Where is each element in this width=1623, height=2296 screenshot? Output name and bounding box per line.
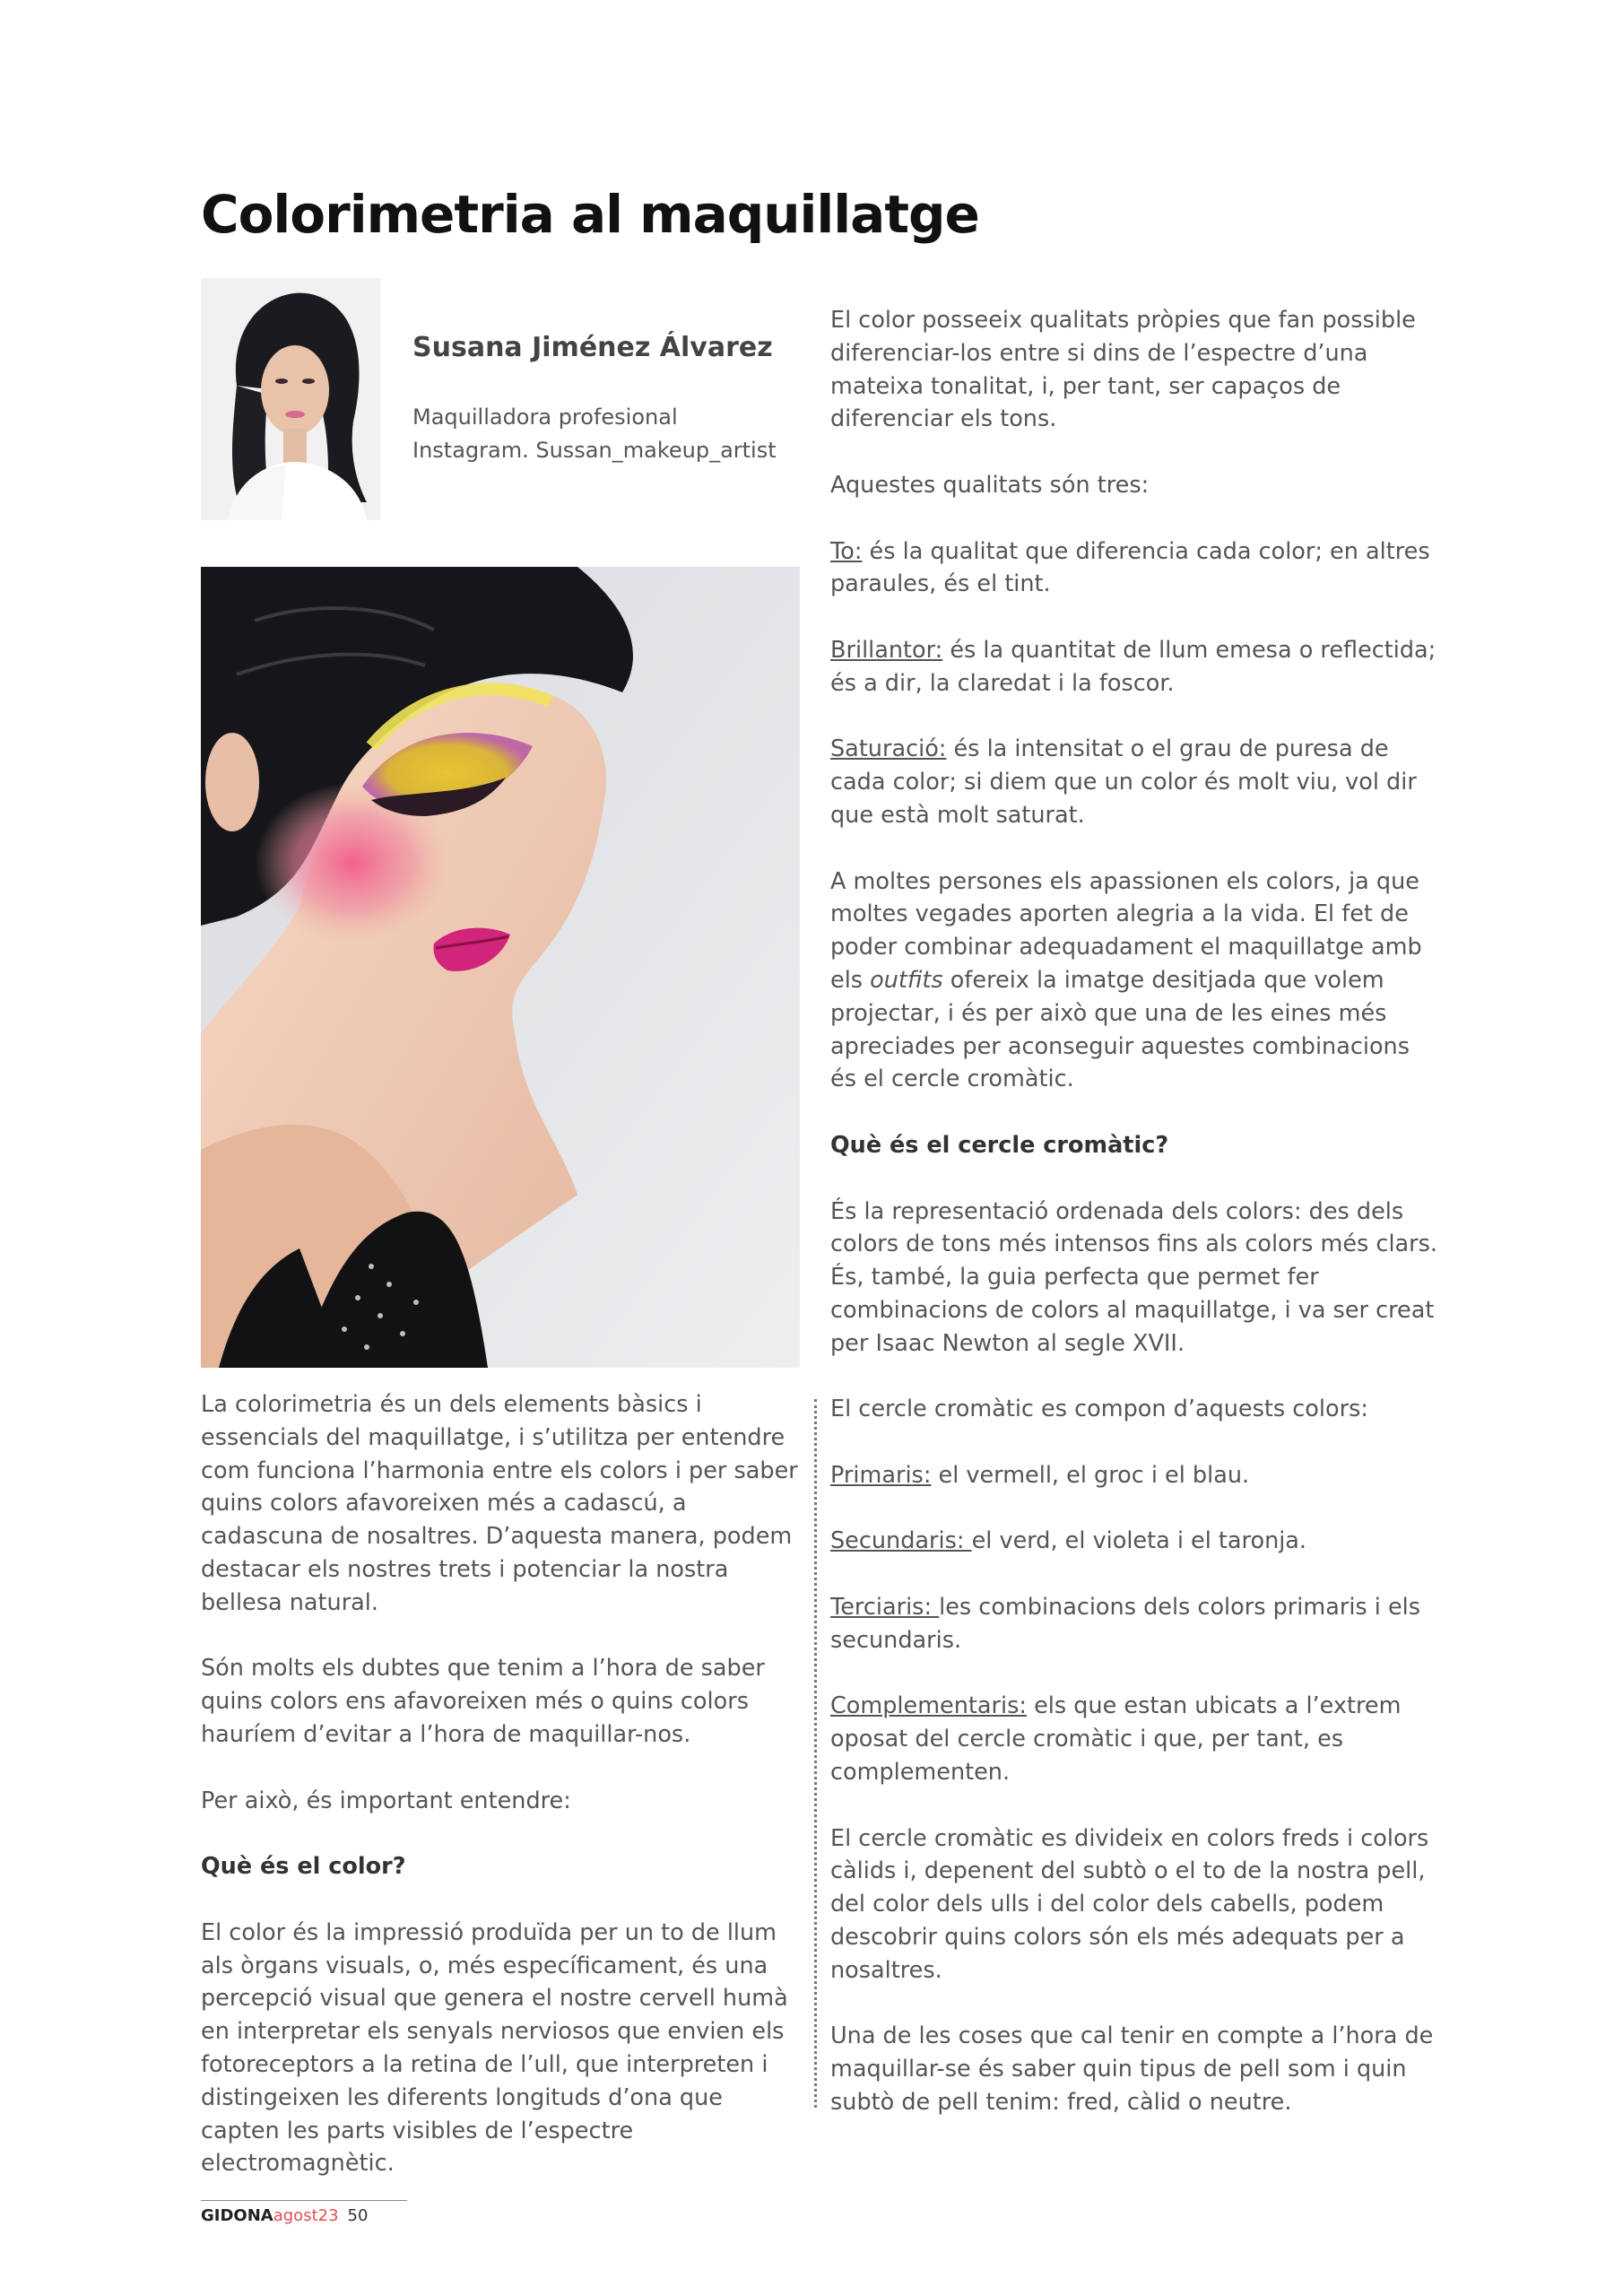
paragraph: La colorimetria és un dels elements bàsics i essencials del maquillatge, i s’utilitza per entendre com funciona l’harmonia entre els colors i per saber quins colors afavoreixen més a cadascú, a cadascuna de nosaltres. D’aquesta manera, podem destacar els nostres trets i potenciar la nostra bellesa natural. [201,1391,798,1616]
definition-to [830,535,1440,602]
colorful-makeup-model-photo [201,567,800,1368]
author-portrait-photo [201,278,380,520]
definition-text: és la qualitat que diferencia cada color; en altres paraules, és el tint. [830,537,1430,598]
definition-primaris [830,1459,1440,1492]
definition-text: les combinacions dels colors primaris i els secundaris. [830,1594,1421,1654]
text-run: A moltes persones els apassionen els colors, ja que moltes vegades aporten alegria a la vida. El fet de poder combinar adequadament el maquillatge amb els [830,867,1422,994]
definition-complementaris [830,1690,1440,1788]
paragraph: Per això, és important entendre: [201,1787,571,1814]
column-divider [814,1399,817,2108]
section-heading: Què és el color? [201,1853,406,1881]
definition-text: els que estan ubicats a l’extrem oposat del cercle cromàtic i que, per tant, es complementen. [830,1692,1402,1787]
page-number: 50 [347,2206,369,2225]
definition-text: el vermell, el groc i el blau. [931,1461,1250,1489]
page-footer [201,2206,368,2225]
paragraph: És la representació ordenada dels colors: des dels colors de tons més intensos fins als colors més clars. És, també, la guia perfecta que permet fer combinacions de colors al maquillatge, i va ser creat per Isaac Newton al segle XVII. [830,1197,1438,1357]
paragraph: El cercle cromàtic es compon d’aquests colors: [830,1396,1368,1423]
issue-label: agost23 [273,2206,339,2225]
author-role: Maquilladora profesional [412,404,678,430]
author-name: Susana Jiménez Álvarez [412,332,773,363]
article-right-column [830,304,1440,2119]
section-heading: Què és el cercle cromàtic? [830,1131,1169,1159]
definition-text: el verd, el violeta i el taronja. [971,1527,1307,1555]
term: Brillantor: [830,636,943,664]
footer-rule [201,2200,407,2201]
paragraph: El cercle cromàtic es divideix en colors freds i colors càlids i, depenent del subtò o el to de la nostra pell, del color dels ulls i del color dels cabells, podem descobrir quins colors són els més adequats per a nosaltres. [830,1824,1429,1984]
term: Primaris: [830,1461,932,1489]
paragraph: Són molts els dubtes que tenim a l’hora de saber quins colors ens afavoreixen més o quins colors hauríem d’evitar a l’hora de maquillar-nos. [201,1655,765,1748]
author-instagram: Instagram. Sussan_makeup_artist [412,438,777,463]
author-info [412,332,807,467]
definition-terciaris [830,1591,1440,1657]
paragraph: El color és la impressió produïda per un to de llum als òrgans visuals, o, més específicament, és una percepció visual que genera el nostre cervell humà en interpretar els senyals nerviosos que envien els fotoreceptors a la retina de l’ull, que interpreten i distingeixen les diferents longituds d’ona que capten les parts visibles de l’espectre electromagnètic. [201,1918,788,2178]
term: To: [830,537,863,565]
definition-text: és la quantitat de llum emesa o reflectida; és a dir, la claredat i la foscor. [830,636,1436,697]
term: Saturació: [830,735,947,763]
text-run: ofereix la imatge desitjada que volem projectar, i és per això que una de les eines més apreciades per aconseguir aquestes combinacions és el cercle cromàtic. [830,966,1410,1093]
definition-secundaris [830,1525,1440,1558]
definition-saturacio [830,733,1440,831]
term: Terciaris: [830,1594,940,1622]
definition-text: és la intensitat o el grau de puresa de cada color; si diem que un color és molt viu, vol dir que està molt saturat. [830,735,1417,829]
term: Secundaris: [830,1527,972,1555]
paragraph: El color posseeix qualitats pròpies que fan possible diferenciar-los entre si dins de l’espectre d’una mateixa tonalitat, i, per tant, ser capaços de diferenciar els tons. [830,307,1416,433]
definition-brillantor [830,634,1440,700]
article-title: Colorimetria al maquillatge [201,184,979,245]
paragraph: Una de les coses que cal tenir en compte a l’hora de maquillar-se és saber quin tipus de pell som i quin subtò de pell tenim: fred, càlid o neutre. [830,2022,1434,2117]
paragraph [830,865,1440,1097]
term: Complementaris: [830,1692,1027,1720]
magazine-brand: GIDONA [201,2206,273,2225]
italic-term: outfits [870,966,943,994]
paragraph: Aquestes qualitats són tres: [830,471,1150,499]
article-left-column [201,1388,802,2180]
